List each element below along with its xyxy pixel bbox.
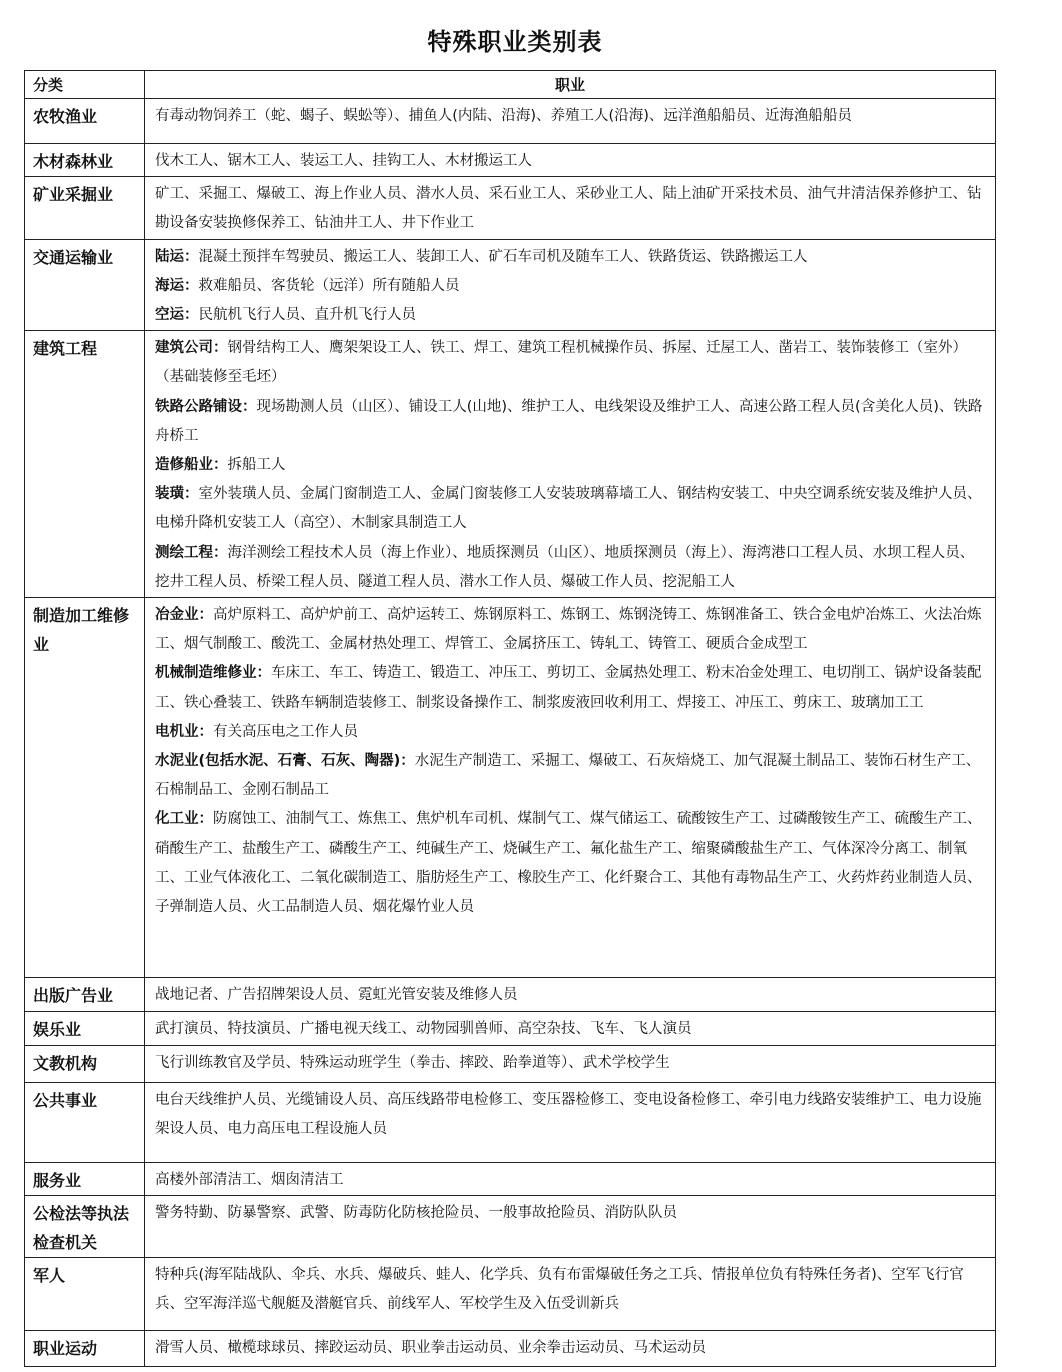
category-cell: 公检法等执法检查机关	[25, 1196, 145, 1258]
job-section	[155, 243, 985, 272]
table-row	[25, 1012, 996, 1046]
job-cell	[145, 331, 996, 598]
job-section-text: 特种兵(海军陆战队、伞兵、水兵、爆破兵、蛙人、化学兵、负有布雷爆破任务之工兵、情报单位负有特殊任务者)、空军飞行官兵、空军海洋巡弋舰艇及潜艇官兵、前线军人、军校学生及入伍受训新兵	[155, 1267, 964, 1313]
category-cell: 职业运动	[25, 1331, 145, 1367]
category-cell: 军人	[25, 1258, 145, 1331]
job-section-label: 测绘工程：	[155, 544, 228, 561]
job-section-text: 混凝土预拌车驾驶员、搬运工人、装卸工人、矿石车司机及随车工人、铁路货运、铁路搬运工人	[198, 248, 808, 265]
category-cell: 交通运输业	[25, 239, 145, 331]
job-section-text: 矿工、采掘工、爆破工、海上作业人员、潜水人员、采石业工人、采砂业工人、陆上油矿开采技术员、油气井清洁保养修护工、钻勘设备安装换修保养工、钻油井工人、井下作业工	[155, 186, 982, 232]
job-section-text: 救难船员、客货轮（远洋）所有随船人员	[198, 277, 460, 294]
job-cell	[145, 177, 996, 239]
job-cell	[145, 1012, 996, 1046]
table-row	[25, 1163, 996, 1196]
job-cell	[145, 1163, 996, 1196]
job-section	[155, 1015, 985, 1044]
job-section	[155, 1334, 985, 1363]
job-section-text: 钢骨结构工人、鹰架架设工人、铁工、焊工、建筑工程机械操作员、拆屋、迁屋工人、凿岩工、装饰装修工（室外）（基础装修至毛坯）	[155, 340, 967, 386]
job-cell	[145, 1196, 996, 1258]
table-row	[25, 598, 996, 978]
job-section-label: 陆运：	[155, 248, 199, 265]
job-section	[155, 301, 985, 330]
header-category: 分类	[25, 71, 145, 99]
job-section-text: 高楼外部清洁工、烟囱清洁工	[155, 1172, 344, 1189]
job-section-label: 空运：	[155, 307, 199, 324]
job-section-text: 滑雪人员、橄榄球球员、摔跤运动员、职业拳击运动员、业余拳击运动员、马术运动员	[155, 1340, 706, 1357]
category-cell: 矿业采掘业	[25, 177, 145, 239]
job-section	[155, 601, 985, 659]
job-section-label: 冶金业：	[155, 607, 213, 624]
job-cell	[145, 99, 996, 144]
job-section	[155, 1199, 985, 1228]
category-cell: 出版广告业	[25, 978, 145, 1012]
job-section-label: 机械制造维修业：	[155, 665, 271, 682]
job-section-text: 民航机飞行人员、直升机飞行人员	[198, 307, 416, 324]
job-section	[155, 272, 985, 301]
table-row	[25, 978, 996, 1012]
table-row	[25, 177, 996, 239]
job-section	[155, 1261, 985, 1319]
table-row	[25, 331, 996, 598]
job-section-text: 车床工、车工、铸造工、锻造工、冲压工、剪切工、金属热处理工、粉末冶金处理工、电切削工、锅炉设备装配工、铁心叠装工、铁路车辆制造装修工、制浆设备操作工、制浆废液回收利用工、焊接工、冲压工、剪床工、玻璃加工工	[155, 665, 982, 711]
job-section-text: 高炉原料工、高炉炉前工、高炉运转工、炼钢原料工、炼钢工、炼钢浇铸工、炼钢准备工、铁合金电炉冶炼工、火法冶炼工、烟气制酸工、酸洗工、金属材热处理工、焊管工、金属挤压工、铸轧工、铸管工、硬质合金成型工	[155, 607, 982, 653]
job-section-label: 装璜：	[155, 486, 199, 503]
table-row	[25, 1083, 996, 1163]
job-cell	[145, 1046, 996, 1083]
job-section	[155, 981, 985, 1010]
job-cell	[145, 598, 996, 978]
table-row	[25, 239, 996, 331]
job-section	[155, 451, 985, 480]
job-section	[155, 747, 985, 805]
job-section	[155, 334, 985, 392]
job-section-text: 有毒动物饲养工（蛇、蝎子、蜈蚣等）、捕鱼人(内陆、沿海)、养殖工人(沿海)、远洋渔船船员、近海渔船船员	[155, 108, 852, 124]
job-section-text: 有关高压电之工作人员	[213, 723, 358, 740]
job-section-label: 水泥业(包括水泥、石膏、石灰、陶器)：	[155, 753, 415, 770]
job-section-label: 建筑公司：	[155, 340, 228, 357]
table-row	[25, 1331, 996, 1367]
table-header-row	[25, 71, 996, 99]
job-section	[155, 102, 985, 131]
table-row	[25, 1046, 996, 1083]
job-cell	[145, 1083, 996, 1163]
table-row	[25, 144, 996, 177]
table-row	[25, 1258, 996, 1331]
job-cell	[145, 978, 996, 1012]
job-section-label: 化工业：	[155, 811, 213, 828]
job-section	[155, 393, 985, 451]
job-section	[155, 1166, 985, 1195]
job-section-label: 造修船业：	[155, 457, 228, 474]
job-section-text: 警务特勤、防暴警察、武警、防毒防化防核抢险员、一般事故抢险员、消防队队员	[155, 1205, 677, 1222]
job-section	[155, 180, 985, 238]
category-cell: 木材森林业	[25, 144, 145, 177]
job-section	[155, 480, 985, 538]
job-section	[155, 1086, 985, 1144]
job-section-text: 战地记者、广告招牌架设人员、霓虹光管安装及维修人员	[155, 987, 518, 1004]
job-section-text: 电台天线维护人员、光缆铺设人员、高压线路带电检修工、变压器检修工、变电设备检修工、牵引电力线路安装维护工、电力设施架设人员、电力高压电工程设施人员	[155, 1092, 982, 1138]
job-cell	[145, 1331, 996, 1367]
job-section-text: 拆船工人	[227, 457, 286, 474]
job-section-text: 伐木工人、锯木工人、装运工人、挂钩工人、木材搬运工人	[155, 153, 532, 169]
category-cell: 公共事业	[25, 1083, 145, 1163]
category-cell: 建筑工程	[25, 331, 145, 598]
job-section	[155, 805, 985, 922]
job-section-text: 现场勘测人员（山区）、铺设工人(山地)、维护工人、电线架设及维护工人、高速公路工程人员(含美化人员)、铁路舟桥工	[155, 398, 983, 444]
job-cell	[145, 1258, 996, 1331]
page-title: 特殊职业类别表	[427, 28, 603, 56]
job-section	[155, 718, 985, 747]
job-section-text: 武打演员、特技演员、广播电视天线工、动物园驯兽师、高空杂技、飞车、飞人演员	[155, 1021, 692, 1038]
job-section-text: 室外装璜人员、金属门窗制造工人、金属门窗装修工人安装玻璃幕墙工人、钢结构安装工、中央空调系统安装及维护人员、电梯升降机安装工人（高空）、木制家具制造工人	[155, 486, 982, 532]
header-job: 职业	[145, 71, 996, 99]
table-row	[25, 1196, 996, 1258]
job-cell	[145, 239, 996, 331]
occupation-table	[24, 70, 996, 1367]
category-cell: 农牧渔业	[25, 99, 145, 144]
job-section-text: 海洋测绘工程技术人员（海上作业）、地质探测员（山区）、地质探测员（海上）、海湾港口工程人员、水坝工程人员、挖井工程人员、桥梁工程人员、隧道工程人员、潜水工作人员、爆破工作人员、挖泥船工人	[155, 544, 975, 590]
category-cell: 服务业	[25, 1163, 145, 1196]
category-cell: 制造加工维修业	[25, 598, 145, 978]
job-section	[155, 659, 985, 717]
job-section-label: 海运：	[155, 277, 199, 294]
job-section-text: 飞行训练教官及学员、特殊运动班学生（拳击、摔跤、跆拳道等）、武术学校学生	[155, 1055, 670, 1072]
job-section	[155, 539, 985, 597]
job-section	[155, 147, 985, 176]
job-section-label: 电机业：	[155, 723, 213, 740]
job-section-label: 铁路公路铺设：	[155, 398, 257, 415]
category-cell: 娱乐业	[25, 1012, 145, 1046]
job-cell	[145, 144, 996, 177]
table-row	[25, 99, 996, 144]
job-section-text: 水泥生产制造工、采掘工、爆破工、石灰焙烧工、加气混凝土制品工、装饰石材生产工、石棉制品工、金刚石制品工	[155, 753, 981, 799]
category-cell: 文教机构	[25, 1046, 145, 1083]
job-section	[155, 1049, 985, 1078]
job-section-text: 防腐蚀工、油制气工、炼焦工、焦炉机车司机、煤制气工、煤气储运工、硫酸铵生产工、过磷酸铵生产工、硫酸生产工、硝酸生产工、盐酸生产工、磷酸生产工、纯碱生产工、烧碱生产工、氟化盐生产工、缩聚磷酸盐生产工、气体深冷分离工、制氧工、工业气体液化工、二氧化碳制造工、脂肪烃生产工、橡胶生产工、化纤聚合工、其他有毒物品生产工、火药炸药业制造人员、子弹制造人员、火工品制造人员、烟花爆竹业人员	[155, 811, 982, 916]
